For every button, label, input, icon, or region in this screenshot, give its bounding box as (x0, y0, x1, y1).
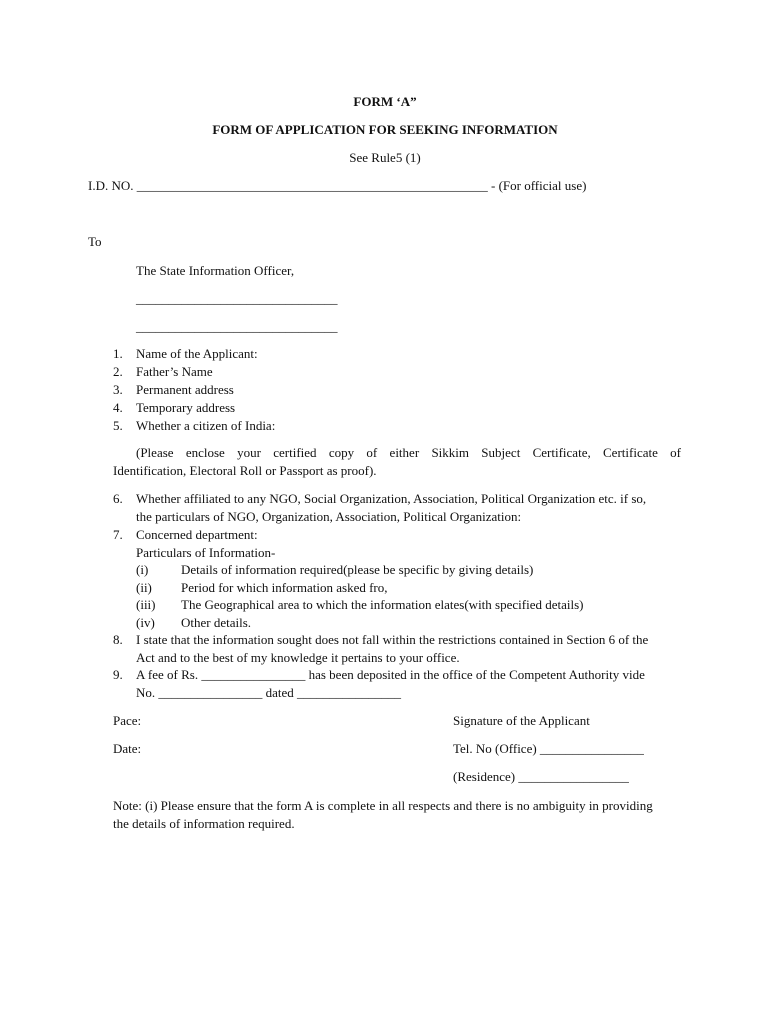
item-number: 5. (113, 418, 123, 433)
addressee-title: The State Information Officer, (136, 263, 295, 278)
list-item (0, 399, 770, 417)
place-label: Pace: (113, 713, 142, 728)
item-number: 4. (113, 400, 123, 415)
item-text: Particulars of Information- (136, 545, 276, 560)
sub-item-number: (iv) (136, 614, 155, 630)
list-item (0, 381, 770, 399)
addressee-blank-line: _______________________________ (136, 319, 338, 334)
list-item (0, 614, 770, 632)
tel-office-label: Tel. No (Office) ________________ (453, 741, 644, 756)
form-subtitle: FORM OF APPLICATION FOR SEEKING INFORMATION (212, 122, 558, 137)
sub-item-text: The Geographical area to which the information elates(with specified details) (181, 597, 584, 612)
item-text: Father’s Name (136, 364, 213, 379)
to-label: To (88, 234, 102, 249)
item-text: Temporary address (136, 400, 236, 415)
rule-reference: See Rule5 (1) (349, 150, 421, 165)
sub-item-text: Details of information required(please be specific by giving details) (181, 562, 534, 577)
item-text: No. ________________ dated ________________ (136, 685, 402, 700)
item-text: Name of the Applicant: (136, 346, 258, 361)
note-line: Note: (i) Please ensure that the form A is complete in all respects and there is no ambiguity in providing (113, 798, 653, 813)
enclose-note-line: (Please enclose your certified copy of either Sikkim Subject Certificate, Certificate of (136, 445, 681, 460)
signature-label: Signature of the Applicant (453, 713, 590, 728)
applicant-details-list (0, 345, 770, 435)
list-item (0, 579, 770, 597)
list-item (0, 596, 770, 614)
tel-residence-label: (Residence) _________________ (453, 769, 629, 784)
item-number: 1. (113, 346, 123, 361)
sub-item-number: (i) (136, 562, 149, 577)
list-item (0, 345, 770, 363)
item-text: I state that the information sought does not fall within the restrictions contained in Section 6 of the (136, 632, 649, 647)
form-title: FORM ‘A” (353, 94, 417, 109)
list-item (0, 417, 770, 435)
item-text: Permanent address (136, 382, 234, 397)
item-number: 2. (113, 364, 123, 379)
date-label: Date: (113, 741, 142, 756)
id-number-line: I.D. NO. ______________________________________________________ - (For official use) (88, 178, 587, 193)
item-number: 6. (113, 491, 123, 506)
item-number: 3. (113, 382, 123, 397)
item-text: the particulars of NGO, Organization, Association, Political Organization: (136, 509, 522, 524)
item-number: 8. (113, 632, 123, 647)
item-number: 9. (113, 667, 123, 682)
item-text: A fee of Rs. ________________ has been deposited in the office of the Competent Authority vide (136, 667, 645, 682)
item-text: Whether a citizen of India: (136, 418, 276, 433)
item-text: Concerned department: (136, 527, 258, 542)
sub-item-number: (ii) (136, 579, 152, 595)
sub-item-text: Period for which information asked fro, (181, 579, 388, 595)
item-text: Whether affiliated to any NGO, Social Organization, Association, Political Organization etc. if so, (136, 491, 647, 506)
addressee-blank-line: _______________________________ (136, 291, 338, 306)
note-line: the details of information required. (113, 816, 295, 831)
list-item (0, 363, 770, 381)
enclose-note-line: Identification, Electoral Roll or Passport as proof). (113, 463, 377, 478)
item-text: Act and to the best of my knowledge it pertains to your office. (136, 650, 460, 665)
sub-item-text: Other details. (181, 614, 252, 630)
sub-item-number: (iii) (136, 597, 156, 612)
list-item (0, 561, 770, 579)
item-number: 7. (113, 527, 123, 542)
particulars-sublist (0, 561, 770, 631)
